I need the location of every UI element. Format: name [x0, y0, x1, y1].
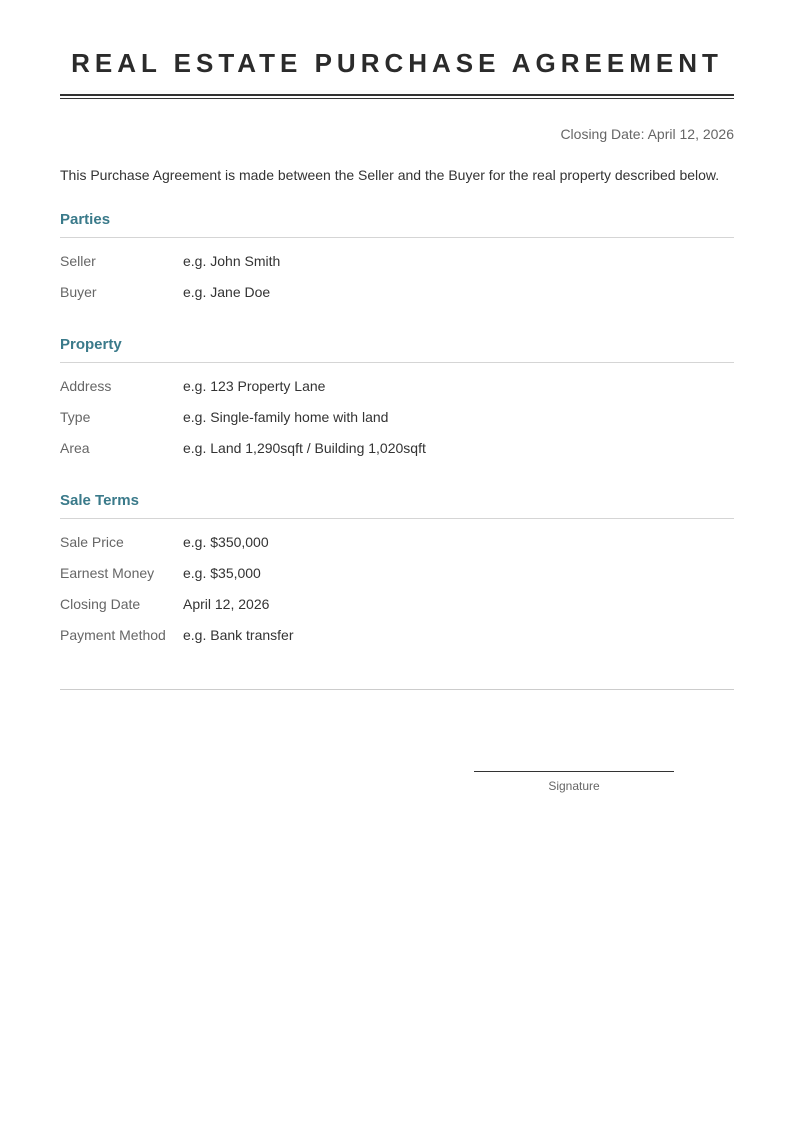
field-value: e.g. $350,000: [183, 534, 269, 550]
field-value: e.g. Single-family home with land: [183, 409, 389, 425]
field-row-seller: [60, 246, 734, 277]
section-title-sale-terms: Sale Terms: [60, 492, 734, 519]
field-row-payment-method: [60, 620, 734, 651]
field-label: Closing Date: [60, 596, 141, 612]
field-value: e.g. $35,000: [183, 565, 261, 581]
section-title-parties: Parties: [60, 211, 734, 238]
field-value: e.g. Jane Doe: [183, 284, 271, 300]
field-label: Address: [60, 378, 112, 394]
field-row-earnest-money: [60, 558, 734, 589]
field-label: Area: [60, 440, 90, 456]
section-sale-terms: [60, 492, 734, 651]
field-label: Earnest Money: [60, 565, 155, 581]
section-property: [60, 336, 734, 464]
title-divider: [60, 94, 734, 99]
intro-paragraph: This Purchase Agreement is made between the Seller and the Buyer for the real property described below.: [60, 167, 720, 183]
field-row-type: [60, 402, 734, 433]
field-value: e.g. Bank transfer: [183, 627, 294, 643]
field-label: Type: [60, 409, 91, 425]
signature-line: [474, 771, 674, 793]
closing-date-header: Closing Date: April 12, 2026: [560, 126, 734, 142]
field-label: Seller: [60, 253, 96, 269]
field-row-sale-price: [60, 527, 734, 558]
field-value: e.g. John Smith: [183, 253, 281, 269]
field-value: e.g. Land 1,290sqft / Building 1,020sqft: [183, 440, 426, 456]
field-label: Sale Price: [60, 534, 124, 550]
field-row-address: [60, 371, 734, 402]
field-value: e.g. 123 Property Lane: [183, 378, 326, 394]
footer-divider: [60, 689, 734, 690]
field-row-area: [60, 433, 734, 464]
section-parties: [60, 211, 734, 308]
field-label: Buyer: [60, 284, 97, 300]
field-row-closing-date: [60, 589, 734, 620]
field-value: April 12, 2026: [183, 596, 270, 612]
document-page: [60, 0, 734, 690]
field-label: Payment Method: [60, 627, 166, 643]
document-title: REAL ESTATE PURCHASE AGREEMENT: [71, 48, 723, 78]
section-title-property: Property: [60, 336, 734, 363]
signature-label: Signature: [548, 779, 600, 793]
field-row-buyer: [60, 277, 734, 308]
